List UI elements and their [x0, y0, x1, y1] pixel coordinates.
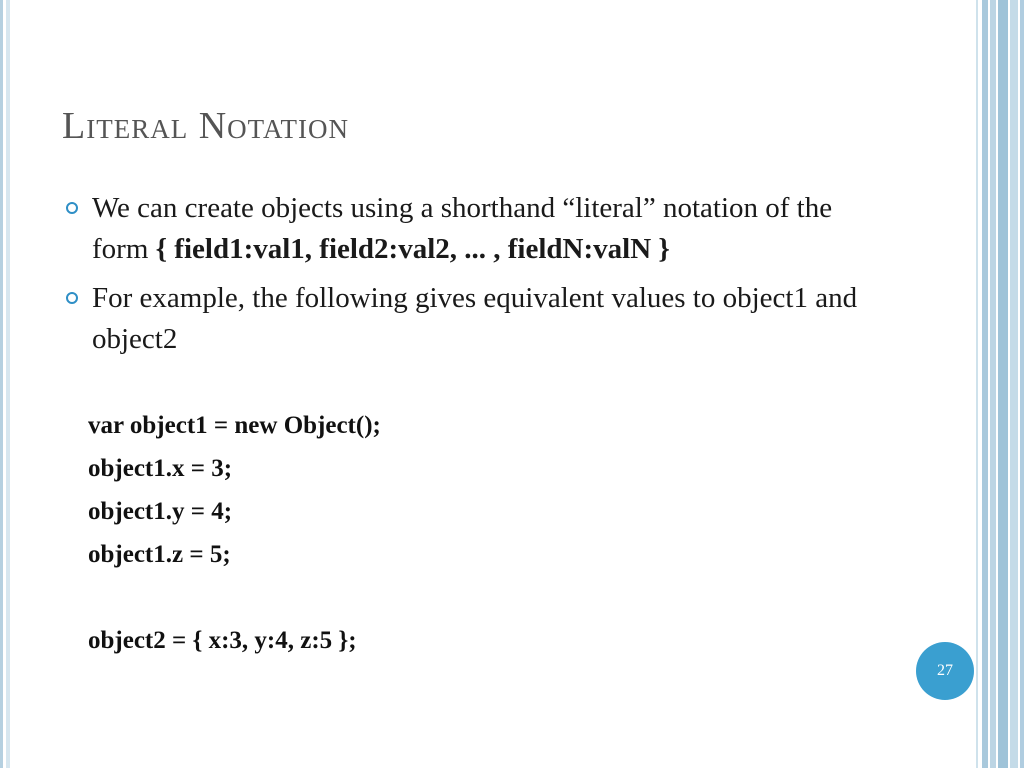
- code-line: object1.y = 4;: [88, 498, 233, 525]
- bullet-item-2: [60, 278, 890, 360]
- code-line: object2 = { x:3, y:4, z:5 };: [88, 627, 357, 654]
- code-line: object1.z = 5;: [88, 541, 231, 568]
- bullet-list: [60, 188, 890, 368]
- right-decorative-border: [974, 0, 1024, 768]
- bullet-item-1: [60, 188, 890, 270]
- bullet-circle-icon: [66, 292, 78, 304]
- bullet-text: We can create objects using a shorthand “literal” notation of the form: [92, 192, 833, 265]
- bullet-text: For example, the following gives equivalent values to object1 and object2: [92, 282, 858, 355]
- bullet-circle-icon: [66, 202, 78, 214]
- bullet-bold-syntax: { field1:val1, field2:val2, ... , fieldN:valN }: [155, 233, 670, 265]
- code-line: object1.x = 3;: [88, 455, 233, 482]
- code-example: [88, 404, 381, 662]
- code-blank-line: [88, 576, 381, 619]
- slide-title: Literal Notation: [62, 105, 349, 147]
- code-line: var object1 = new Object();: [88, 412, 381, 439]
- page-number-badge: 27: [916, 642, 974, 700]
- left-decorative-border: [0, 0, 10, 768]
